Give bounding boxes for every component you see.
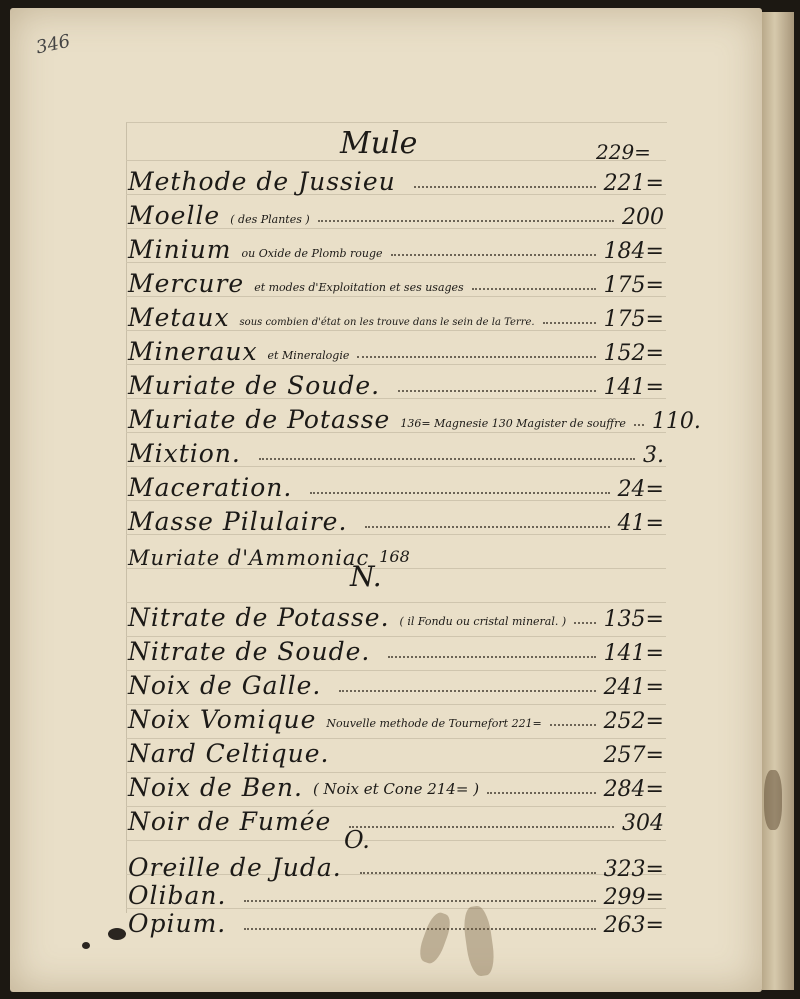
leader-dots <box>349 826 614 828</box>
leader-dots <box>543 322 596 324</box>
entry-name: Noix de Galle. <box>128 671 322 700</box>
entry-name: Mercure <box>128 269 245 298</box>
entry-number: 252= <box>603 709 664 734</box>
entry-name: Noir de Fumée <box>128 807 332 836</box>
entry-number: 323= <box>603 857 664 882</box>
index-entry <box>128 370 664 400</box>
ink-blot <box>108 928 126 940</box>
entry-number: 241= <box>603 675 664 700</box>
entry-name: Nard Celtique. <box>128 739 330 768</box>
index-entry <box>128 302 664 332</box>
entry-number: 200 <box>622 205 664 230</box>
entry-number: 257= <box>603 743 664 768</box>
entry-name: Muriate d'Ammoniac <box>128 546 370 570</box>
entry-number: 304 <box>622 811 664 836</box>
entry-note: et modes d'Exploitation et ses usages <box>254 281 464 294</box>
index-entry <box>128 404 701 434</box>
leader-dots <box>388 656 595 658</box>
leader-dots <box>487 792 596 794</box>
entry-name: Metaux <box>128 303 230 332</box>
index-entry <box>128 908 664 938</box>
entry-note: 136= Magnesie 130 Magister de souffre <box>400 417 626 430</box>
entry-name: Oreille de Juda. <box>128 853 342 882</box>
entry-name: Mineraux <box>128 337 258 366</box>
entry-number: 299= <box>603 885 664 910</box>
section-heading-mule: Mule <box>340 126 418 161</box>
entry-note: et Mineralogie <box>267 349 350 362</box>
index-entry <box>128 880 664 910</box>
entry-note: ( des Plantes ) <box>230 213 310 226</box>
leader-dots <box>634 424 644 426</box>
leader-dots <box>360 872 596 874</box>
index-entry <box>128 772 664 802</box>
entry-name: Oliban. <box>128 881 227 910</box>
entry-number: 110. <box>651 409 701 434</box>
entry-number: 152= <box>603 341 664 366</box>
entry-note: ou Oxide de Plomb rouge <box>241 247 383 260</box>
book-spine <box>762 12 794 990</box>
entry-number: 3. <box>643 443 664 468</box>
leader-dots <box>550 724 596 726</box>
index-entry <box>128 670 664 700</box>
index-entry <box>128 438 664 468</box>
entry-name: Masse Pilulaire. <box>128 507 348 536</box>
leader-dots <box>398 390 595 392</box>
entry-name: Opium. <box>128 909 227 938</box>
entry-name: Nitrate de Soude. <box>128 637 371 666</box>
entry-number: 263= <box>603 913 664 938</box>
entry-note: ( il Fondu ou cristal mineral. ) <box>399 615 567 628</box>
leader-dots <box>574 622 595 624</box>
entry-name: Noix Vomique <box>128 705 317 734</box>
entry-name: Moelle <box>128 201 221 230</box>
heading-number: 229= <box>596 140 651 164</box>
index-entry <box>128 200 664 230</box>
leader-dots <box>348 758 596 760</box>
entry-name: Muriate de Soude. <box>128 371 381 400</box>
entry-number: 141= <box>603 641 664 666</box>
leader-dots <box>318 220 614 222</box>
entry-number: 41= <box>617 511 664 536</box>
entry-note: ( Noix et Cone 214= ) <box>312 780 480 798</box>
index-entry <box>128 472 664 502</box>
index-entry <box>128 540 664 570</box>
leader-dots <box>244 900 595 902</box>
leader-dots <box>391 254 596 256</box>
entry-note: sous combien d'état on les trouve dans le sein de la Terre. <box>239 317 535 328</box>
leader-dots <box>357 356 595 358</box>
index-entry <box>128 806 664 836</box>
entry-number: 175= <box>603 307 664 332</box>
leader-dots <box>244 928 595 930</box>
index-entry <box>128 602 664 632</box>
entry-number: 284= <box>603 777 664 802</box>
index-entry <box>128 704 664 734</box>
index-entry <box>128 268 664 298</box>
ink-blot <box>82 942 90 949</box>
index-entry <box>128 336 664 366</box>
page-number: 346 <box>34 30 73 59</box>
leader-dots <box>310 492 609 494</box>
index-entry <box>128 852 664 882</box>
index-entry <box>128 234 664 264</box>
index-entry <box>128 166 664 196</box>
index-entry <box>128 636 664 666</box>
entry-name: Methode de Jussieu <box>128 167 396 196</box>
section-heading-o: O. <box>344 826 370 854</box>
entry-name: Mixtion. <box>128 439 241 468</box>
leader-dots <box>365 526 609 528</box>
leader-dots <box>472 288 596 290</box>
leader-dots <box>339 690 595 692</box>
section-heading-n: N. <box>350 560 382 593</box>
entry-number: 221= <box>603 171 664 196</box>
index-entry <box>128 738 664 768</box>
leader-dots <box>414 186 596 188</box>
entry-number: 24= <box>617 477 664 502</box>
entry-name: Maceration. <box>128 473 293 502</box>
entry-number: 135= <box>603 607 664 632</box>
entry-note: Nouvelle methode de Tournefort 221= <box>326 717 542 730</box>
entry-name: Nitrate de Potasse. <box>128 603 390 632</box>
entry-name: Noix de Ben. <box>128 773 303 802</box>
entry-number: 141= <box>603 375 664 400</box>
entry-number: 175= <box>603 273 664 298</box>
leader-dots <box>259 458 635 460</box>
index-entry <box>128 506 664 536</box>
entry-note: 168 <box>379 547 410 566</box>
entry-number: 184= <box>603 239 664 264</box>
entry-name: Minium <box>128 235 232 264</box>
entry-name: Muriate de Potasse <box>128 405 391 434</box>
stain <box>764 770 782 830</box>
rule-line <box>126 840 666 841</box>
